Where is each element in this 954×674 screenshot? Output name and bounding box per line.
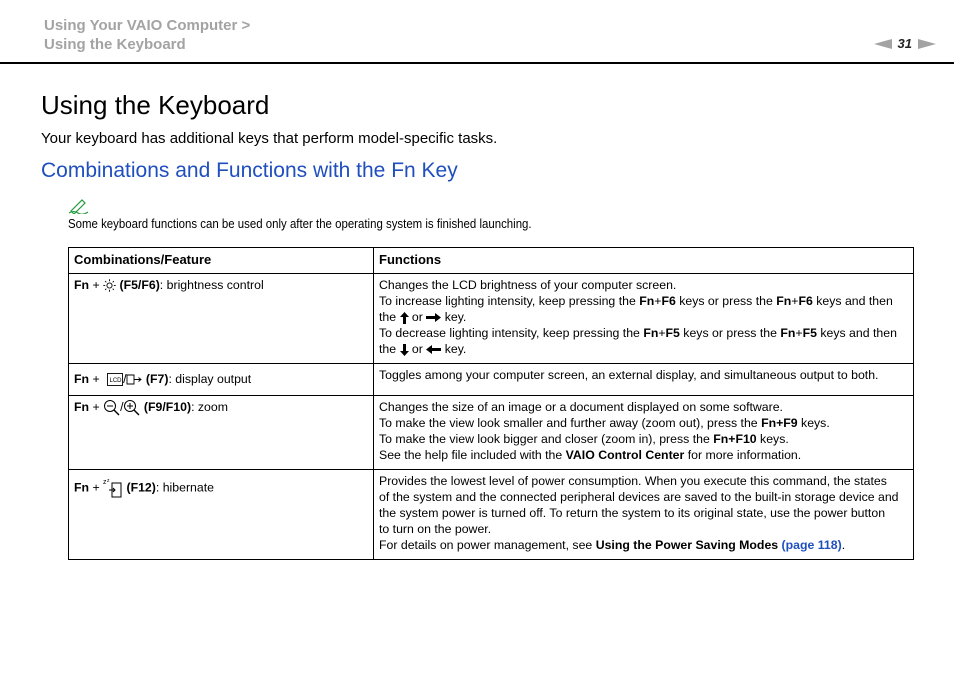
text: the [379, 342, 400, 356]
up-arrow-key-icon [400, 312, 409, 324]
next-page-arrow-icon[interactable] [918, 39, 936, 49]
text: . [841, 538, 846, 552]
description-line [379, 341, 908, 357]
combination-cell [69, 274, 374, 364]
description-line: to turn on the power. [379, 522, 492, 536]
separator: / [120, 400, 124, 414]
feature-name: : display output [168, 372, 252, 386]
key-name: F6 [661, 294, 676, 308]
software-name: VAIO Control Center [565, 448, 685, 462]
key-name: Fn [639, 294, 655, 308]
section-reference: Using the Power Saving Modes [595, 538, 779, 552]
combination-cell [69, 396, 374, 470]
text: or [408, 342, 427, 356]
text: the [379, 310, 400, 324]
fn-key: Fn [74, 400, 90, 414]
external-display-icon [126, 373, 142, 386]
fn-key: Fn [74, 372, 90, 386]
function-description-cell: Toggles among your computer screen, an external display, and simultaneous output to both. [374, 364, 914, 396]
page-title: Using the Keyboard [41, 90, 270, 120]
display-output-icon [107, 373, 123, 386]
brightness-icon [103, 279, 116, 292]
note-text: Some keyboard functions can be used only after the operating system is finished launching. [68, 216, 532, 231]
key-name: Fn [780, 326, 796, 340]
plus-sign: + [92, 372, 100, 386]
text: + [795, 326, 803, 340]
function-keys: (F9/F10) [143, 400, 192, 414]
combination-cell [69, 470, 374, 560]
previous-page-arrow-icon[interactable] [874, 39, 892, 49]
description-line: Changes the LCD brightness of your computer screen. [379, 278, 677, 292]
description-line [379, 431, 908, 447]
function-keys: (F12) [126, 480, 156, 495]
function-description-cell [374, 274, 914, 364]
text: keys. [797, 416, 830, 430]
table-row [69, 470, 914, 560]
zoom-out-icon [103, 399, 120, 416]
description-line [379, 447, 908, 463]
key-name: Fn+F9 [761, 416, 798, 430]
key-name: F5 [802, 326, 817, 340]
right-arrow-key-icon [426, 313, 441, 322]
text: See the help file included with the [379, 448, 566, 462]
text: or [408, 310, 427, 324]
svg-text:LCD: LCD [109, 378, 122, 385]
function-description-cell [374, 470, 914, 560]
page-link[interactable]: (page 118) [781, 538, 842, 552]
table-row [69, 396, 914, 470]
description-line: Provides the lowest level of power consumption. When you execute this command, the states [379, 474, 887, 488]
key-name: Fn [643, 326, 659, 340]
intro-text: Your keyboard has additional keys that perform model-specific tasks. [41, 130, 498, 147]
text: for more information. [684, 448, 802, 462]
text: To decrease lighting intensity, keep pressing the [379, 326, 644, 340]
page-navigation [874, 36, 936, 51]
combination-cell [69, 364, 374, 396]
down-arrow-key-icon [400, 344, 409, 356]
text: keys or press the [679, 326, 781, 340]
feature-name: : brightness control [159, 278, 264, 292]
description-line [379, 537, 908, 553]
header-divider [0, 62, 954, 64]
text: keys and then [816, 326, 897, 340]
column-header-combinations: Combinations/Feature [69, 248, 374, 274]
key-name: Fn+F10 [713, 432, 757, 446]
text: To make the view look bigger and closer (zoom in), press the [379, 432, 714, 446]
note [68, 198, 595, 231]
fn-key: Fn [74, 480, 90, 495]
key-name: F5 [665, 326, 680, 340]
text: key. [441, 342, 467, 356]
text: keys. [756, 432, 789, 446]
description-line [379, 309, 908, 325]
svg-text:z: z [107, 478, 110, 484]
pencil-note-icon [68, 198, 90, 214]
plus-sign: + [92, 278, 100, 292]
zoom-in-icon [123, 399, 140, 416]
text: To make the view look smaller and further away (zoom out), press the [379, 416, 762, 430]
table-row [69, 364, 914, 396]
breadcrumb-parent[interactable]: Using Your VAIO Computer > [44, 17, 251, 34]
column-header-functions: Functions [374, 248, 914, 274]
description-line: of the system and the connected peripheral devices are saved to the built-in storage device and [379, 490, 899, 504]
fn-key: Fn [74, 278, 90, 292]
description-line [379, 293, 908, 309]
key-name: Fn [776, 294, 792, 308]
text: To increase lighting intensity, keep pressing the [379, 294, 640, 308]
plus-sign: + [92, 400, 100, 414]
hibernate-icon [103, 478, 123, 498]
left-arrow-key-icon [426, 345, 441, 354]
function-keys: (F5/F6) [119, 278, 160, 292]
text: + [658, 326, 666, 340]
breadcrumb-current[interactable]: Using the Keyboard [44, 36, 186, 53]
section-title: Combinations and Functions with the Fn Key [41, 159, 458, 182]
description-line [379, 415, 908, 431]
feature-name: : hibernate [155, 480, 214, 495]
table-row [69, 274, 914, 364]
description-line: the system power is turned off. To return the system to its original state, use the power button [379, 506, 886, 520]
feature-name: : zoom [191, 400, 228, 414]
text: keys or press the [675, 294, 777, 308]
text: keys and then [812, 294, 893, 308]
key-name: F6 [798, 294, 813, 308]
description-line: Changes the size of an image or a document displayed on some software. [379, 400, 783, 414]
table-header-row [69, 248, 914, 274]
text: + [791, 294, 799, 308]
separator: / [123, 372, 127, 386]
breadcrumb [44, 16, 250, 54]
page-number: 31 [897, 36, 912, 51]
text: + [654, 294, 662, 308]
text: key. [441, 310, 467, 324]
function-keys: (F7) [145, 372, 169, 386]
function-key-table [68, 247, 914, 560]
description-line [379, 325, 908, 341]
plus-sign: + [92, 480, 100, 495]
function-description-cell [374, 396, 914, 470]
svg-text:z: z [103, 479, 107, 486]
text: For details on power management, see [379, 538, 596, 552]
